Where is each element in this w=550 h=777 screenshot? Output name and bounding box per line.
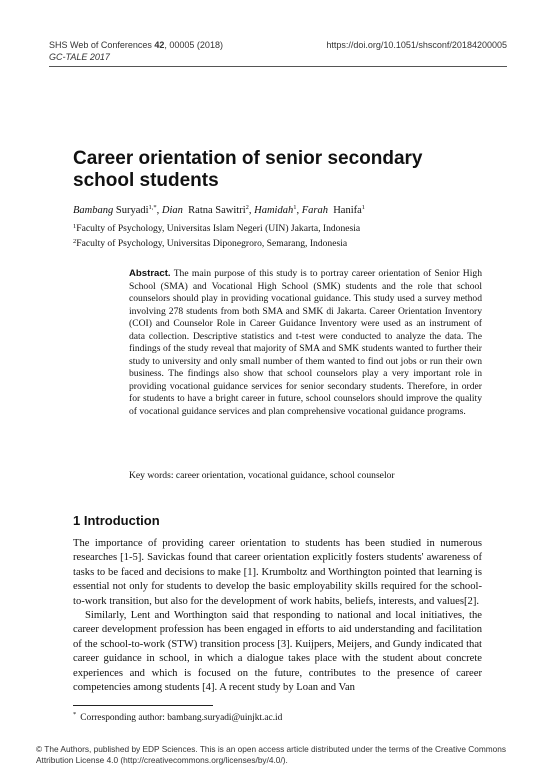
footnote-mark: * xyxy=(73,711,77,718)
section-heading: 1 Introduction xyxy=(73,513,160,528)
abstract-label: Abstract. xyxy=(129,268,171,279)
author-affil-mark: 1,* xyxy=(148,204,157,211)
author-last-name: Hanifa xyxy=(333,205,362,216)
license-notice: © The Authors, published by EDP Sciences. This is an open access article distributed under the terms of the Creative Commons Attribution License 4.0 (http://creativecommons.org/licenses/by/4.0/). xyxy=(36,744,507,765)
paper-title: Career orientation of senior secondary school students xyxy=(73,148,423,191)
author-affil-mark: 1 xyxy=(293,204,297,211)
affiliation-list xyxy=(73,221,360,250)
header-divider xyxy=(49,66,507,67)
author-list: Bambang Suryadi$^{1,*}$, Dian Ratna Sawitri$^2$, Hamidah$^1$, Farah Hanifa$^1$ xyxy=(73,204,366,216)
running-header xyxy=(49,39,507,63)
author-last-name: Ratna Sawitri xyxy=(188,205,246,216)
author-first-name: Dian xyxy=(161,205,183,216)
author-first-name: Hamidah xyxy=(254,205,294,216)
footnote-text: Corresponding author: bambang.suryadi@uinjkt.ac.id xyxy=(80,713,283,723)
footnote-divider xyxy=(73,705,213,706)
abstract-text: The main purpose of this study is to portray career orientation of Senior High School (SMA) and Vocational High School (SMK) students and the role that school counselors should play in providing vocational guidance. This study used a survey method involving 278 students from both SMA and SMK di Jakarta. Career Orientation Inventory (COI) and Counselor Role in Career Guidance Inventory were used as an instrument of data collection. Descriptive statistics and t-test were conducted to analyze the data. The findings of the study reveal that majority of SMA and SMK students wanted to further their study to university and only small number of them wanted to find out jobs or run their own business. The findings also show that school counselors play a very important role in providing vocational guidance services for senior secondary students. Therefore, in order for students to have a bright career in future, school counselors should improve the quality of vocational guidance services and plan comprehensive vocational guidance programs. xyxy=(129,268,482,417)
journal-citation: SHS Web of Conferences 42, 00005 (2018) xyxy=(49,40,223,50)
body-text xyxy=(73,537,482,695)
affiliation: $^1$Faculty of Psychology, Universitas Islam Negeri (UIN) Jakarta, Indonesia xyxy=(73,223,361,234)
abstract xyxy=(129,268,482,418)
journal-volume: 42 xyxy=(154,40,165,50)
author-affil-mark: 1 xyxy=(361,204,366,211)
paragraph: Similarly, Lent and Worthington said that responding to national and local initiatives, the career development profession has been engaged in efforts to aid understanding and facilitation of the school-to-work (STW) transition process [3]. Kuijpers, Meijers, and Gundy indicated that career guidance in school, in which a dialogue takes place with the student about concrete experiences and which is focused on the future, contributes to the presence of career competencies among students [4]. A recent study by Loan and Van xyxy=(73,610,482,694)
keywords: Key words: career orientation, vocational guidance, school counselor xyxy=(129,470,395,481)
paragraph: The importance of providing career orientation to students has been studied in numerous researches [1-5]. Savickas found that career orientation explicitly fosters students' awareness of tasks to be faced and decisions to make [1]. Krumboltz and Worthington pointed that learning is essential not only for students to develop the basic employability skills required for the school-to-work transition, but also for the development of work habits, beliefs, interests, and values[2]. xyxy=(73,538,482,607)
author-last-name: Suryadi xyxy=(115,205,149,216)
author-first-name: Farah xyxy=(301,205,328,216)
footnote xyxy=(73,709,282,724)
affiliation: $^2$Faculty of Psychology, Universitas Diponegroro, Semarang, Indonesia xyxy=(73,237,348,249)
conference-id: GC-TALE 2017 xyxy=(49,52,110,62)
author-affil-mark: 2 xyxy=(245,204,249,211)
author-first-name: Bambang xyxy=(73,205,114,216)
doi-link[interactable]: https://doi.org/10.1051/shsconf/20184200005 xyxy=(326,40,507,50)
